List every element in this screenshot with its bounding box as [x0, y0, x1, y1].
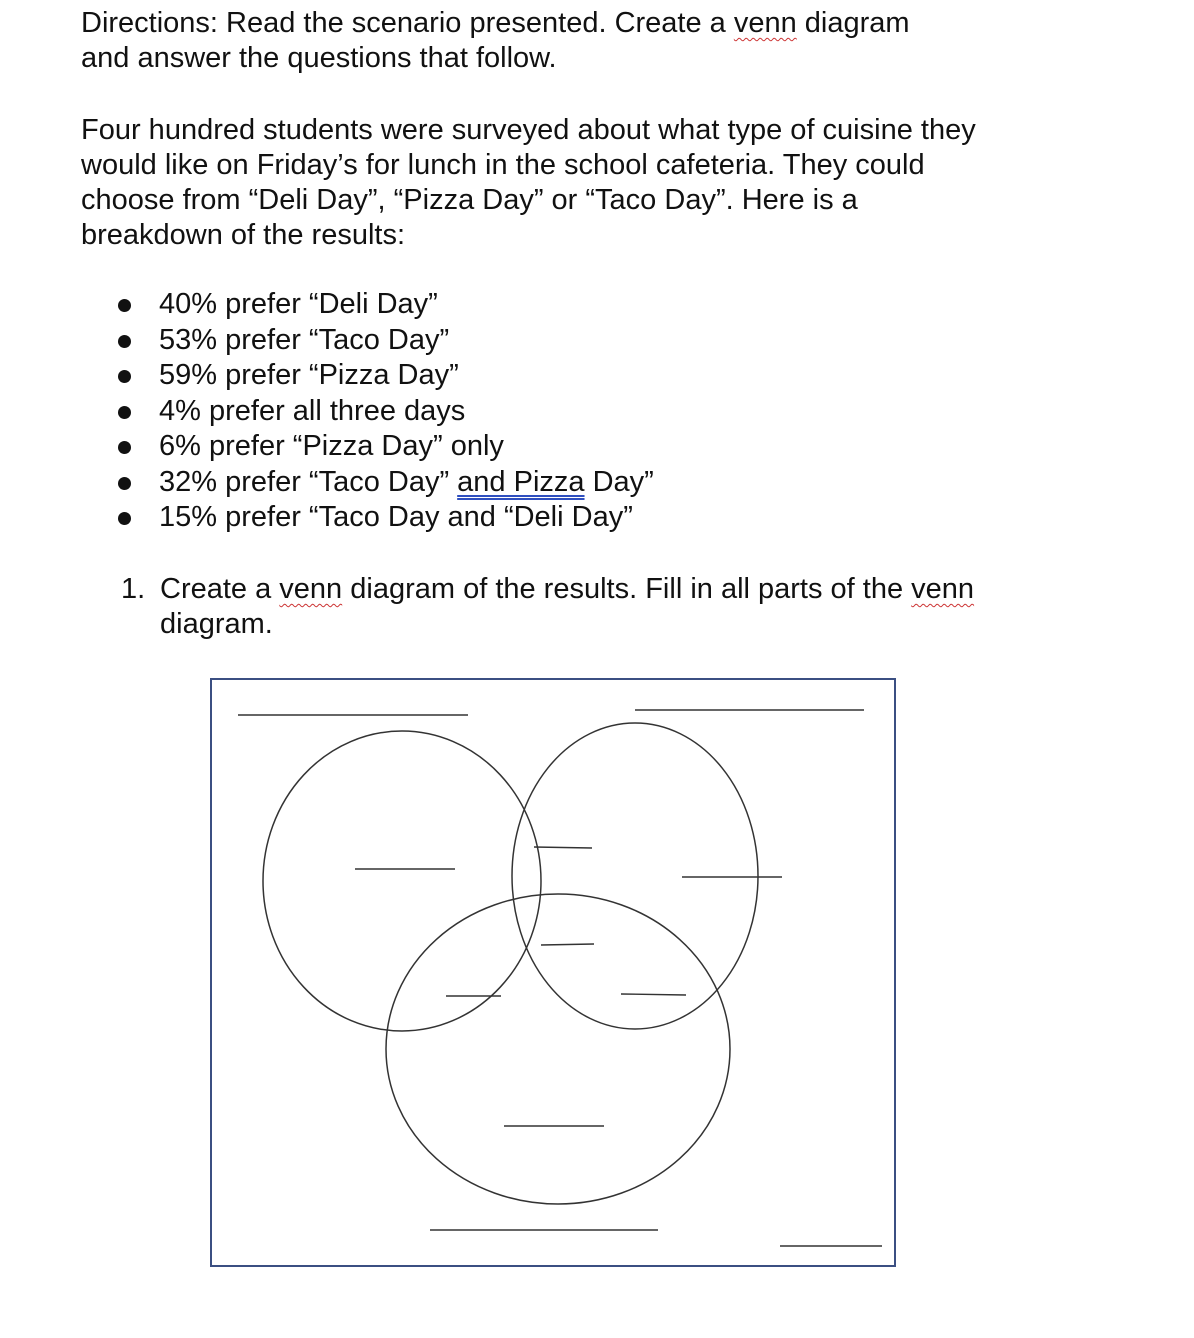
- bullet-icon: [118, 335, 131, 348]
- bullet-icon: [118, 299, 131, 312]
- scenario-line2: would like on Friday’s for lunch in the school cafeteria. They could: [81, 149, 925, 181]
- scenario-line1: Four hundred students were surveyed about what type of cuisine they: [81, 114, 976, 146]
- question-1: [121, 572, 1041, 642]
- venn-circle-right: [512, 723, 758, 1029]
- directions-text: [81, 6, 910, 76]
- directions-line1-end: diagram: [796, 7, 910, 39]
- list-item: [116, 323, 654, 359]
- spellcheck-word-venn: venn: [279, 573, 343, 605]
- answer-blank-left-right[interactable]: [534, 847, 592, 848]
- question-text-end: diagram.: [160, 608, 273, 640]
- result-text-start: 32% prefer “Taco Day”: [159, 465, 458, 498]
- scenario-text: [81, 113, 976, 253]
- directions-line1-start: Directions: Read the scenario presented. Create a: [81, 7, 734, 39]
- question-text-start: Create a: [160, 573, 280, 605]
- underlined-phrase: and Pizza: [457, 465, 585, 498]
- question-text-middle: diagram of the results. Fill in all parts of the: [342, 573, 912, 605]
- list-item: [116, 500, 654, 536]
- list-item: [116, 465, 654, 501]
- answer-blank-center[interactable]: [541, 944, 594, 945]
- bullet-icon: [118, 370, 131, 383]
- spellcheck-word-venn: venn: [733, 7, 797, 39]
- bullet-icon: [118, 512, 131, 525]
- venn-diagram-box: [210, 678, 896, 1267]
- list-item: [116, 358, 654, 394]
- venn-circle-left: [263, 731, 541, 1031]
- result-text: 15% prefer “Taco Day and “Deli Day”: [159, 501, 633, 533]
- result-text-end: Day”: [584, 465, 654, 498]
- directions-line2: and answer the questions that follow.: [81, 42, 557, 74]
- result-text: 4% prefer all three days: [159, 394, 466, 427]
- results-list: [116, 287, 654, 536]
- result-text: 53% prefer “Taco Day”: [159, 323, 450, 356]
- list-item: [116, 287, 654, 323]
- venn-circle-bottom: [386, 894, 730, 1204]
- bullet-icon: [118, 441, 131, 454]
- answer-blank-right-bottom[interactable]: [621, 994, 686, 995]
- scenario-line4: breakdown of the results:: [81, 219, 406, 251]
- bullet-icon: [118, 477, 131, 490]
- list-item: [116, 394, 654, 430]
- question-number: 1.: [121, 573, 146, 605]
- result-text: 40% prefer “Deli Day”: [159, 288, 438, 320]
- result-text: 6% prefer “Pizza Day” only: [159, 430, 504, 462]
- result-text: 59% prefer “Pizza Day”: [159, 359, 459, 391]
- list-item: [116, 429, 654, 465]
- venn-diagram: [212, 680, 894, 1265]
- spellcheck-word-venn: venn: [911, 573, 975, 605]
- scenario-line3: choose from “Deli Day”, “Pizza Day” or “Taco Day”. Here is a: [81, 184, 858, 216]
- question-text: [160, 572, 1041, 642]
- bullet-icon: [118, 406, 131, 419]
